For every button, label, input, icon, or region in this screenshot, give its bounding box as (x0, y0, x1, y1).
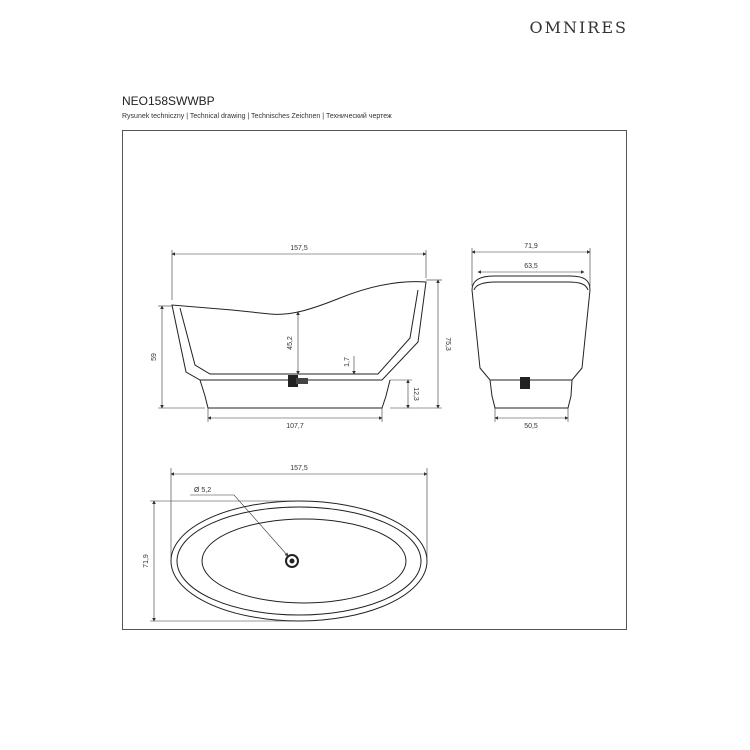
side-height-low-label: 59 (151, 353, 158, 361)
side-drain-pipe (296, 378, 308, 384)
end-base-width-label: 50,5 (524, 423, 538, 430)
end-tub-rim (474, 282, 588, 290)
side-height-high-label: 75,3 (444, 337, 451, 351)
end-view (472, 243, 590, 430)
end-tub-outline (472, 276, 590, 380)
side-inner-depth-label: 45,2 (287, 336, 294, 350)
top-drain-center (290, 559, 295, 564)
side-tub-inner (180, 290, 418, 374)
top-view (143, 465, 427, 621)
drawing-subtitle: Rysunek techniczny | Technical drawing | Technisches Zeichnen | Технический чертеж (122, 113, 392, 120)
end-drain (520, 377, 530, 389)
side-base-length-label: 107,7 (286, 423, 304, 430)
end-width-outer-label: 71,9 (524, 243, 538, 250)
top-length-label: 157,5 (290, 465, 308, 472)
model-code: NEO158SWWBP (122, 94, 215, 108)
side-tub-outline (172, 282, 426, 380)
side-drain-offset-label: 1,7 (344, 357, 351, 367)
side-length-label: 157,5 (290, 245, 308, 252)
end-width-inner-label: 63,5 (524, 263, 538, 270)
brand-logo: OMNIRES (529, 18, 628, 37)
top-drain-diameter-label: Ø 5,2 (194, 487, 212, 494)
top-width-label: 71,9 (143, 554, 150, 568)
side-view (151, 245, 451, 430)
side-base-height-label: 12,3 (412, 387, 419, 401)
top-basin (202, 519, 406, 603)
end-tub-base (490, 380, 572, 408)
